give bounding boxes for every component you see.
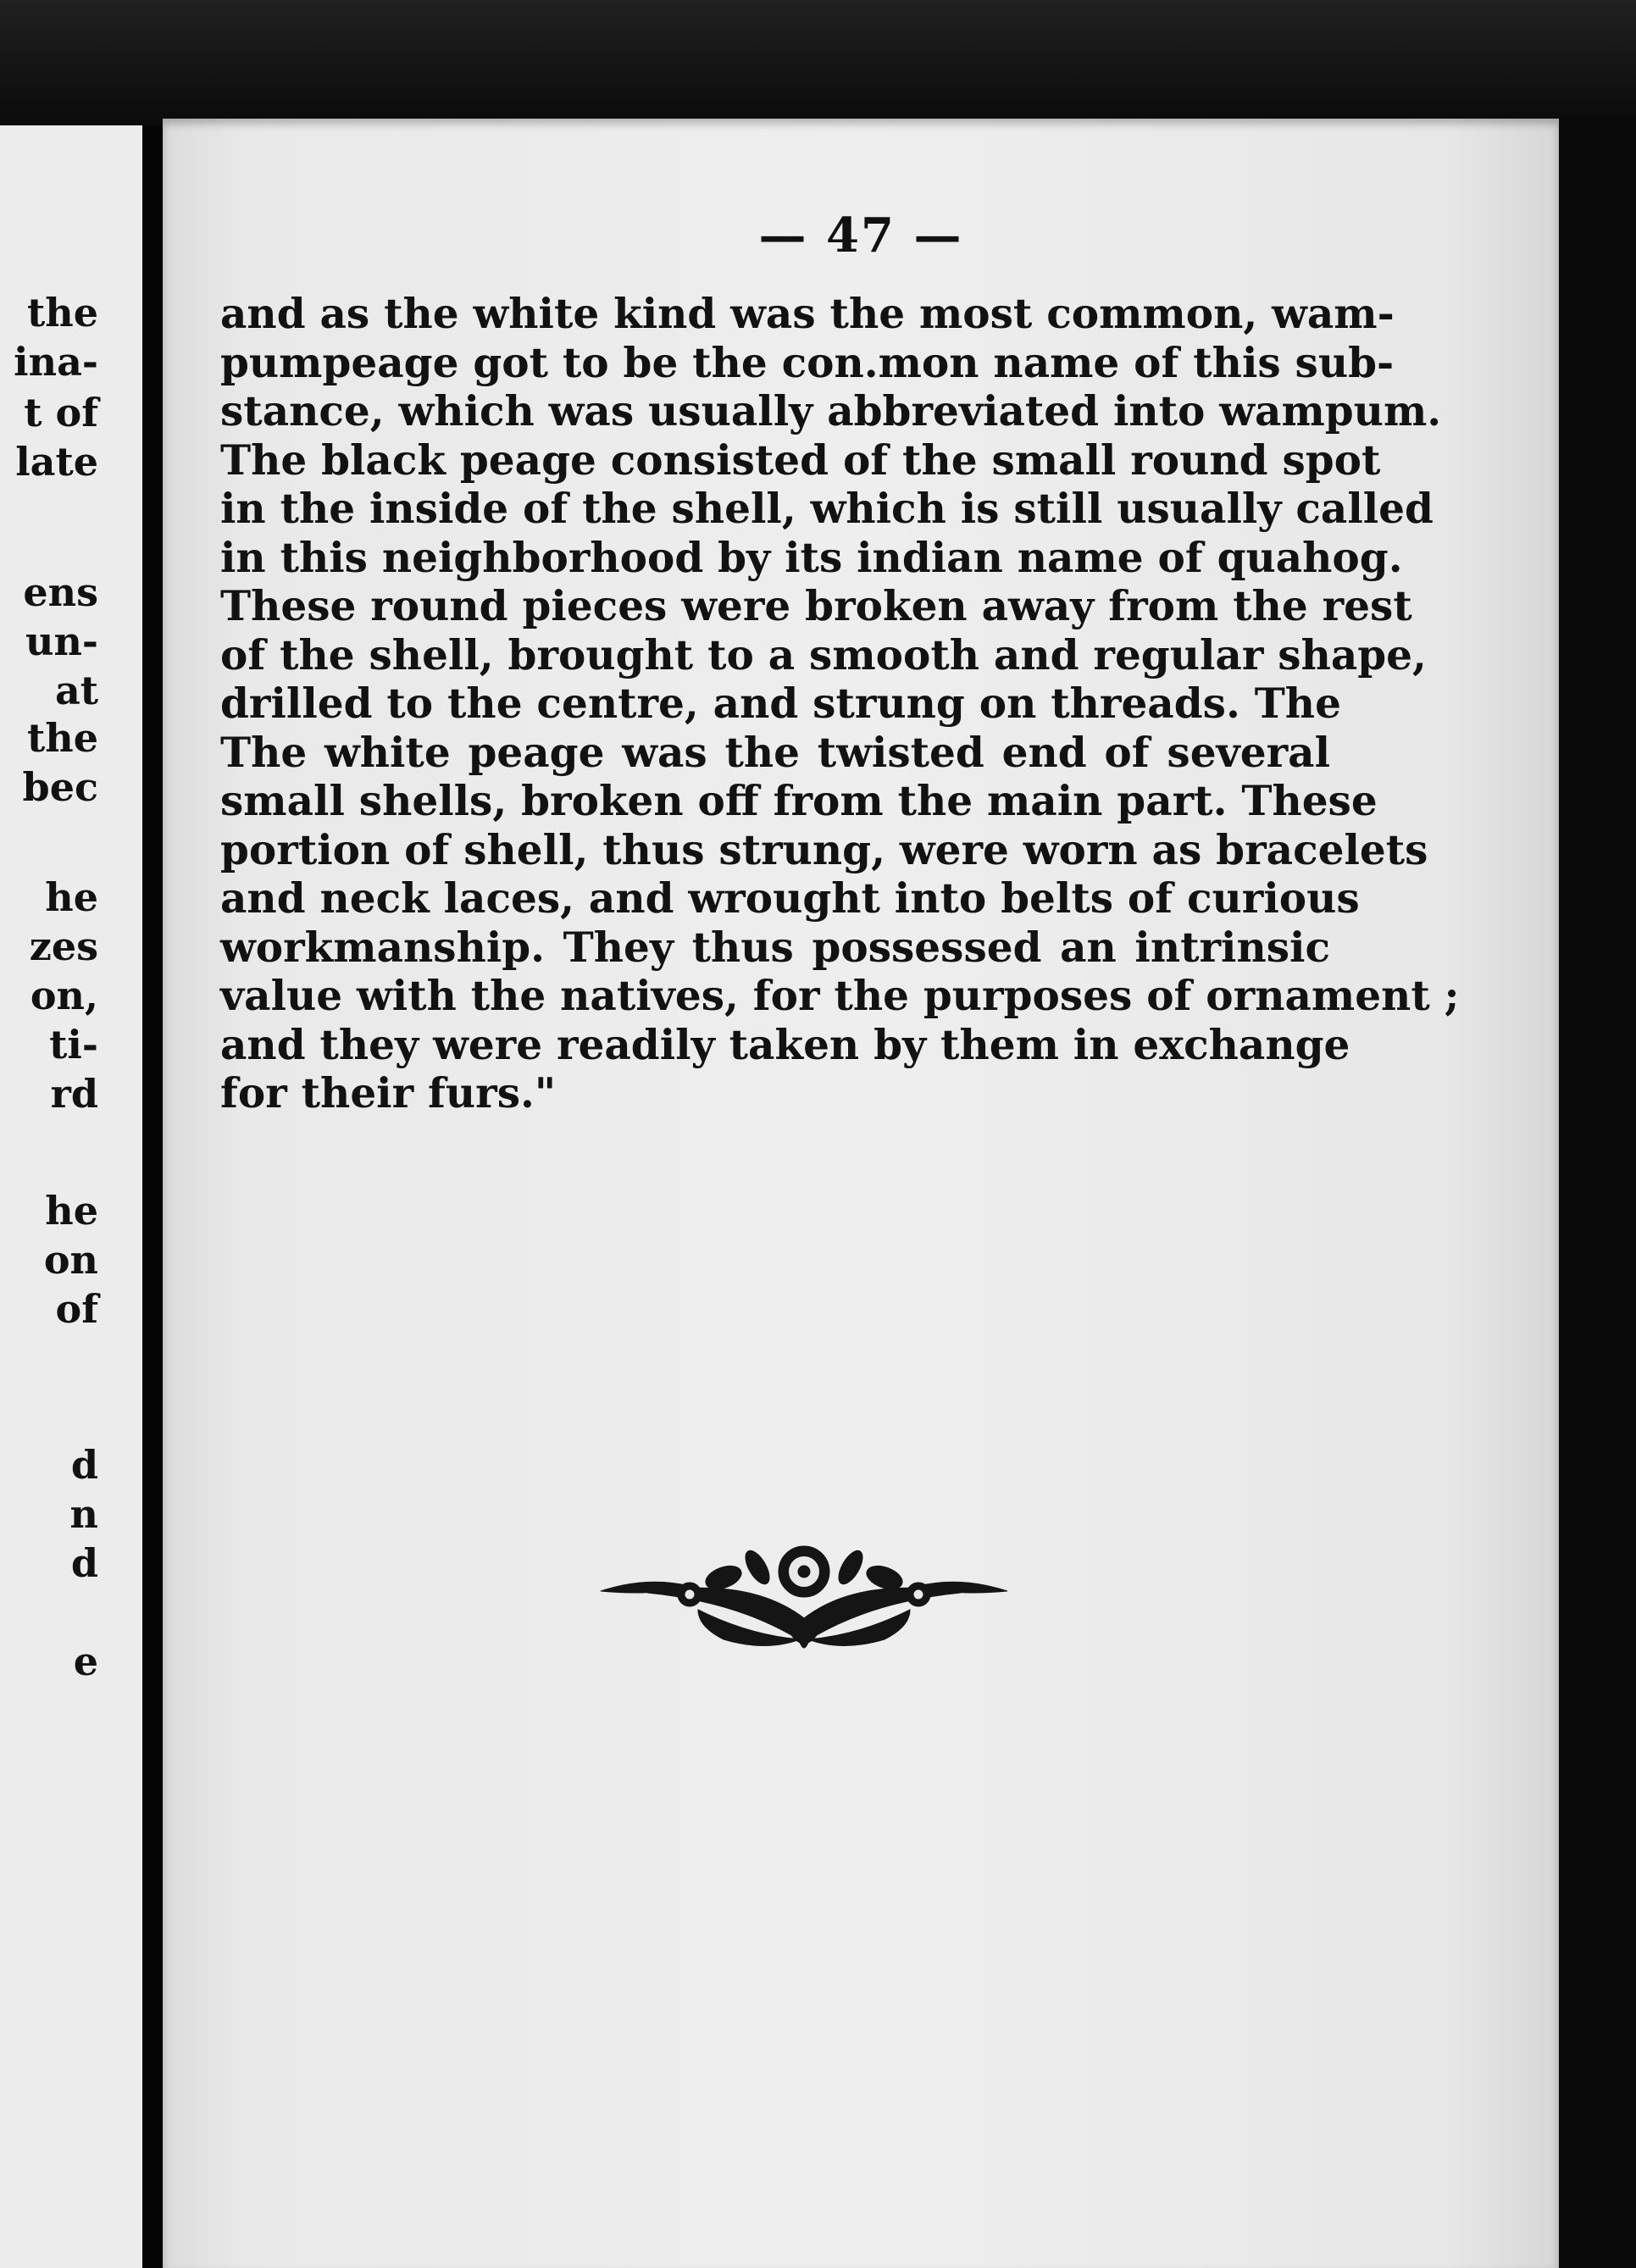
text-line: drilled to the centre, and strung on threads. The (220, 679, 1341, 728)
text-line: portion of shell, thus strung, were worn as bracelets (220, 825, 1428, 874)
left-fragment: late (15, 439, 98, 485)
left-fragment: bec (22, 764, 98, 810)
left-fragment: d (70, 1442, 98, 1488)
left-fragment: ens (23, 569, 98, 615)
left-fragment: he (45, 874, 98, 920)
text-line: stance, which was usually abbreviated into wampum. (220, 387, 1442, 435)
left-fragment: n (69, 1491, 98, 1537)
text-line: value with the natives, for the purposes of ornament ; (220, 972, 1460, 1020)
left-fragment: he (45, 1188, 98, 1234)
text-line: and neck laces, and wrought into belts of curious (220, 874, 1360, 923)
left-fragment: rd (50, 1071, 98, 1117)
text-line: and they were readily taken by them in exchange (220, 1020, 1350, 1069)
floral-ornament-icon (596, 1542, 1012, 1661)
text-line: pumpeage got to be the con.mon name of this sub- (220, 338, 1395, 387)
text-line: workmanship. They thus possessed an intrinsic (220, 923, 1330, 972)
previous-page-edge (0, 125, 142, 2268)
text-line: The white peage was the twisted end of several (220, 728, 1330, 777)
left-fragment: zes (29, 923, 98, 969)
left-fragment: d (70, 1540, 98, 1586)
text-line: These round pieces were broken away from the rest (220, 582, 1412, 630)
text-line: small shells, broken off from the main part. These (220, 777, 1378, 825)
left-fragment: on, (30, 973, 98, 1018)
left-fragment: ti- (49, 1022, 98, 1067)
left-fragment: t of (24, 390, 98, 435)
text-line: and as the white kind was the most common, wam- (220, 290, 1395, 338)
text-line: The black peage consisted of the small round spot (220, 435, 1381, 485)
scan-top-border (0, 0, 1636, 127)
book-gutter (142, 125, 163, 2268)
scan-right-border (1559, 119, 1636, 2268)
left-fragment: of (55, 1286, 98, 1332)
page-number: — 47 — (758, 208, 963, 263)
left-fragment: ina- (14, 339, 98, 385)
left-fragment: the (27, 290, 98, 335)
left-fragment: un- (25, 618, 98, 664)
left-fragment: on (43, 1237, 98, 1283)
text-line: in this neighborhood by its indian name of quahog. (220, 533, 1403, 582)
left-fragment: at (54, 668, 98, 713)
text-line: for their furs." (220, 1069, 557, 1117)
left-fragment: the (27, 715, 98, 761)
left-fragment: e (73, 1639, 98, 1684)
body-text (220, 290, 1460, 1118)
text-line: of the shell, brought to a smooth and regular shape, (220, 630, 1427, 679)
text-line: in the inside of the shell, which is still usually called (220, 485, 1434, 533)
book-page (163, 119, 1559, 2268)
